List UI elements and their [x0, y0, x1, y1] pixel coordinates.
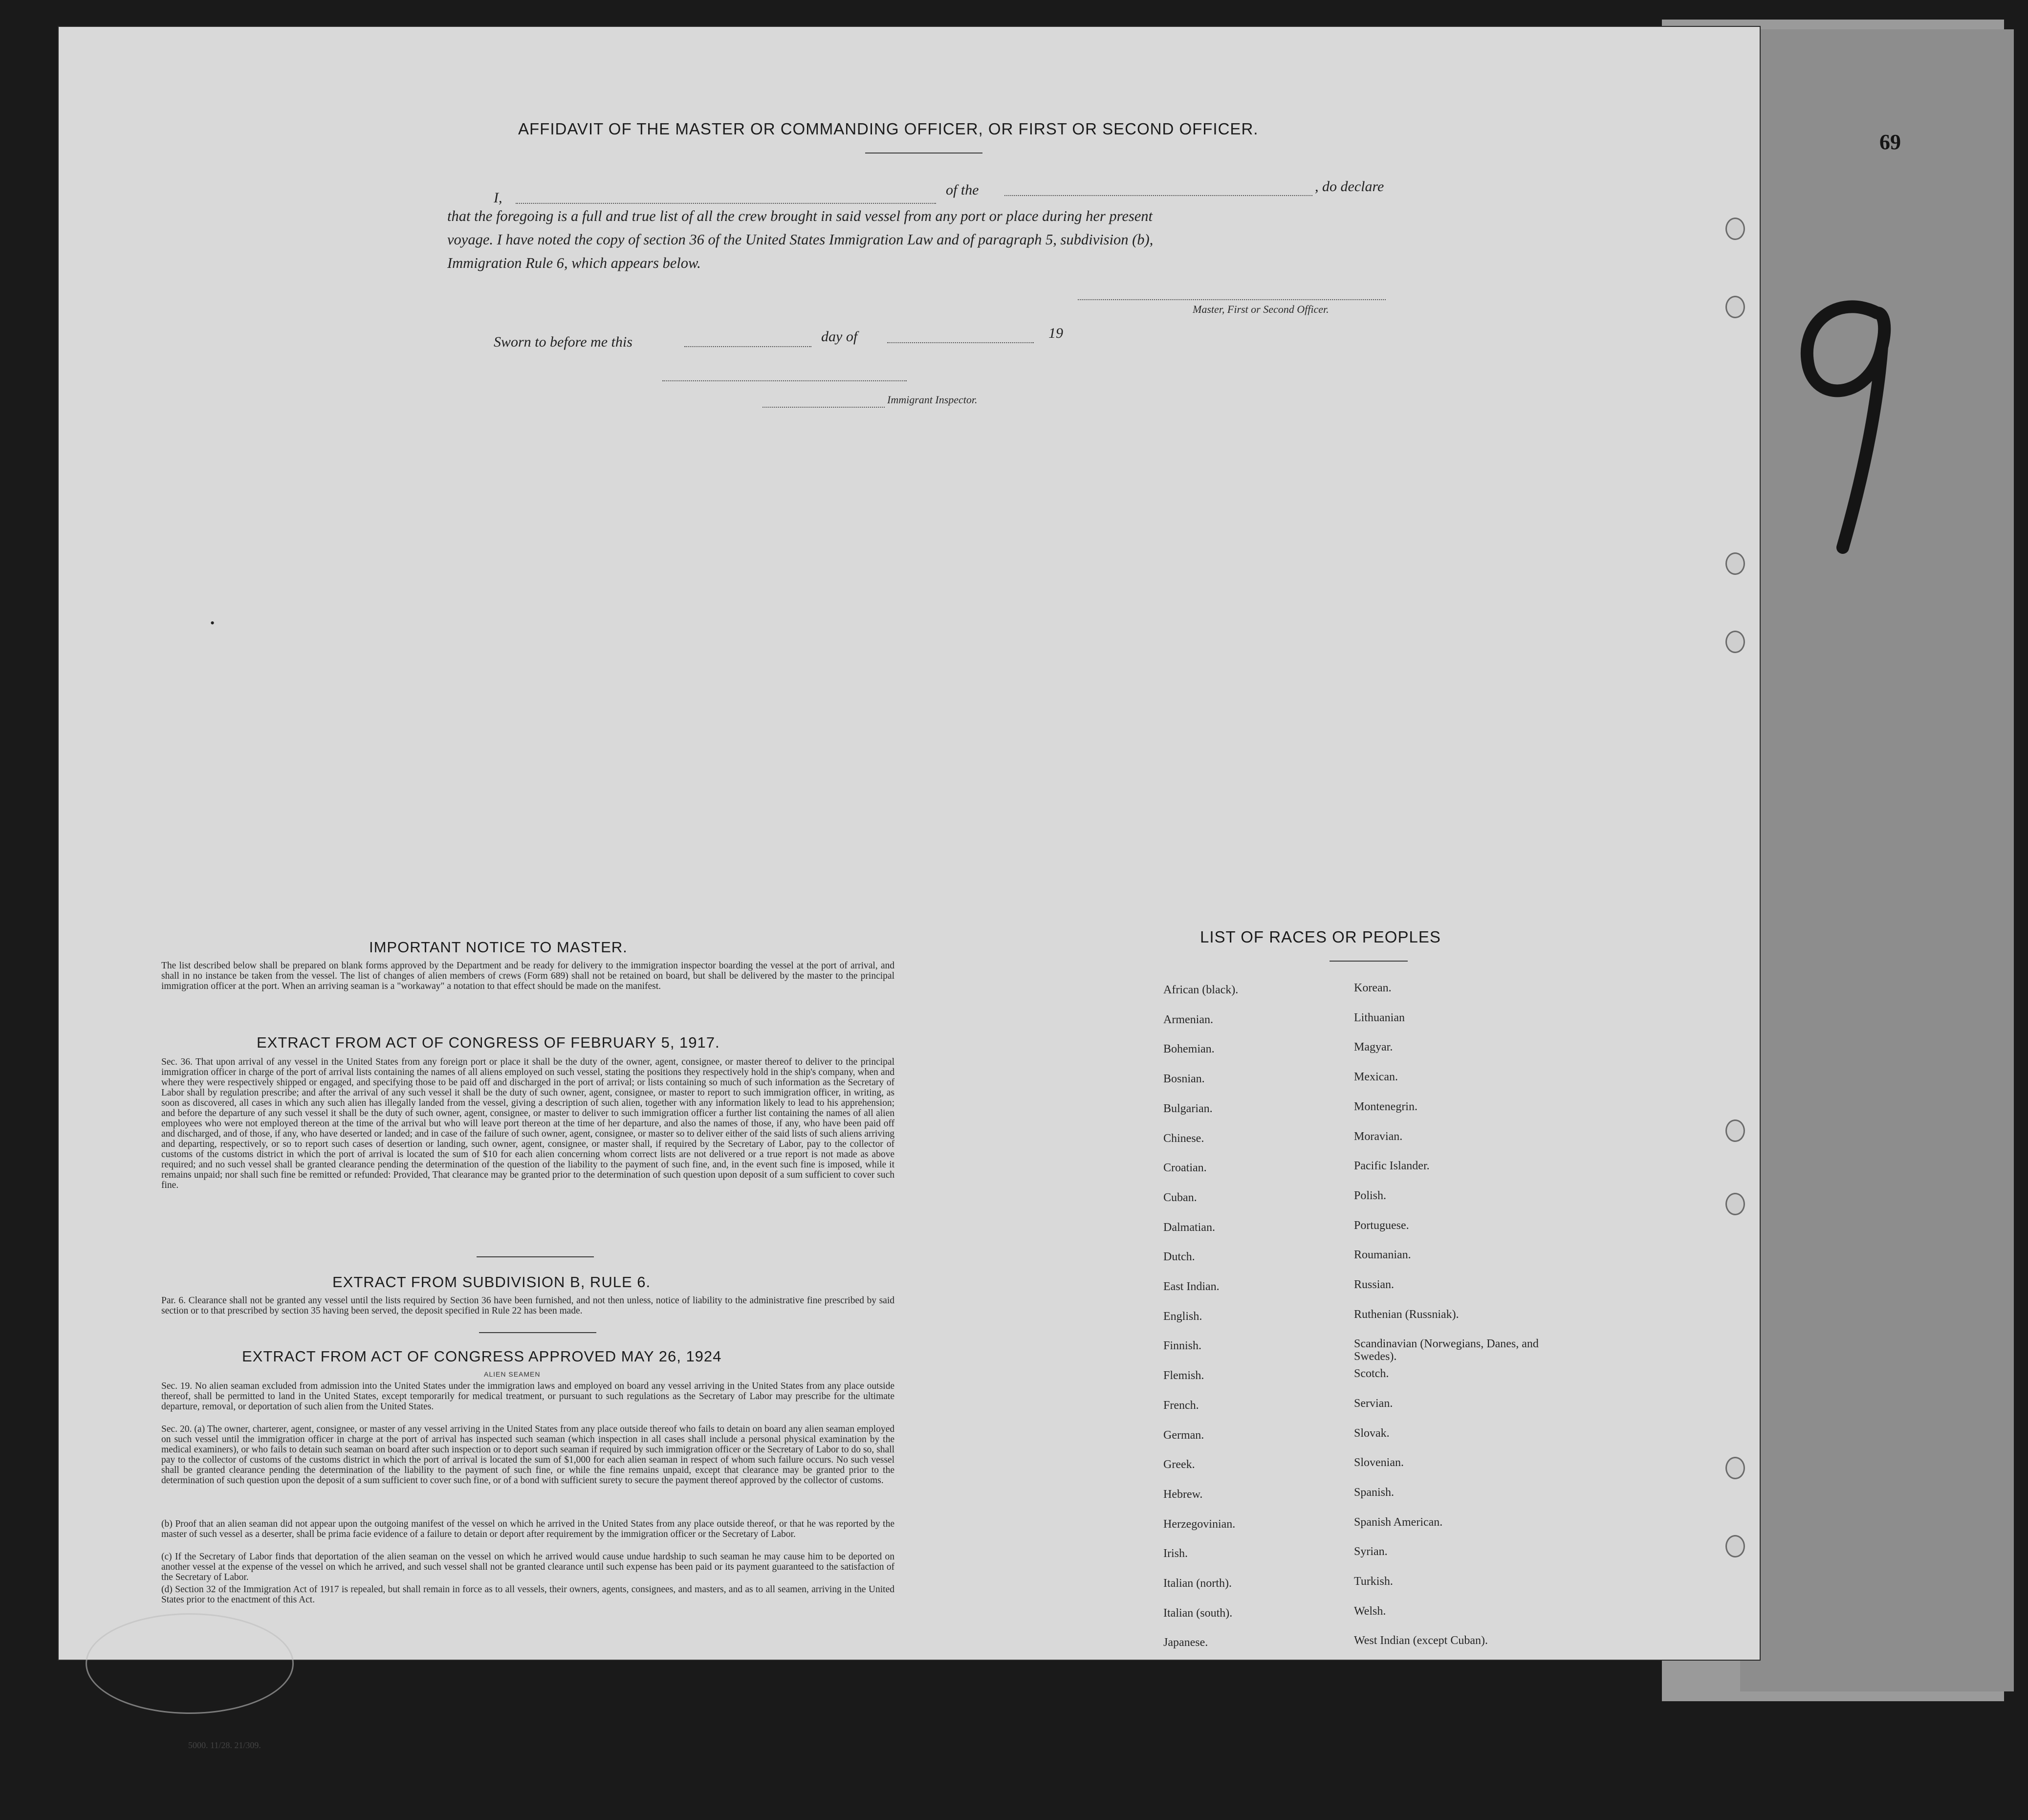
right-race-item: Mexican. — [1354, 1071, 1398, 1084]
left-race-item: Greek. — [1163, 1458, 1195, 1471]
inspector-label: Immigrant Inspector. — [887, 394, 978, 406]
master-signature-label: Master, First or Second Officer. — [1193, 303, 1329, 315]
left-race-item: Dalmatian. — [1163, 1221, 1215, 1234]
left-race-item: German. — [1163, 1428, 1204, 1442]
left-race-item: Bosnian. — [1163, 1073, 1205, 1086]
left-race-item: Cuban. — [1163, 1191, 1197, 1204]
races-title-rule — [1330, 961, 1408, 962]
act-1917-text: Sec. 36. That upon arrival of any vessel in the United States from any foreign port or place it shall be the duty of the owner, agent, consignee, or master thereof to deliver to the principal immigration officer in charge of the port of arrival lists containing the names of all aliens employed on such vessel, stating the positions they respectively hold in the ship's company, when and where they were respectively shipped or engaged, and specifying those to be paid off and discharged in the port of arrival; or lists containing so much of such information as the Secretary of Labor shall by regulation prescribe; and after the arrival of any such vessel it shall be the duty of such owner, agent, consignee, or master to report to such immigration officer, in writing, as soon as discovered, all cases in which any such alien has illegally landed from the vessel, giving a description of such alien, together with any information likely to lead to his apprehension; and before the departure of any such vessel it shall be the duty of such owner, agent, consignee, or master to deliver to such immigration officer a further list containing the names of all alien employees who were not employed thereon at the time of the arrival but who will leave port thereon at the time of her departure, and also the names of those, if any, who have been paid off and discharged, and of those, if any, who have deserted or landed; and in case of the failure of such owner, agent, consignee, or master so to deliver either of the said lists of such aliens arriving and departing, respectively, or so to report such cases of desertion or landing, such owner, agent, consignee, or master shall, if required by the Secretary of Labor, pay to the collector of customs of the customs district in which the port of arrival is located the sum of $10 for each alien concerning whom correct lists are not delivered or a true report is not made as above required; and no such vessel shall be granted clearance pending the determination of the question of the liability to the payment of such fine, and, in the event such fine is imposed, while it remains unpaid; nor shall such fine be remitted or refunded: Provided, That clearance may be granted prior to the determination of such question upon deposit of a sum sufficient to cover such fine. — [161, 1057, 894, 1190]
right-race-item: Spanish American. — [1354, 1515, 1443, 1529]
right-race-item: Moravian. — [1354, 1130, 1403, 1143]
binder-hole-icon — [1725, 1193, 1745, 1215]
races-title: LIST OF RACES OR PEOPLES — [1200, 928, 1441, 946]
page-number: 69 — [1879, 130, 1901, 154]
act-1924-sec19: Sec. 19. No alien seaman excluded from admission into the United States under the immigration laws and employed on board any vessel arriving in the United States from any place outside thereof, shall be permitted to land in the United States, except temporarily for medical treatment, or pursuant to such regulations as the Secretary of Labor may prescribe for the ultimate departure, removal, or deportation of such alien from the United States. — [161, 1381, 894, 1412]
manifest-page — [59, 27, 1760, 1660]
notice-text: The list described below shall be prepared on blank forms approved by the Department and be ready for delivery to the immigration inspector boarding the vessel at the port of arrival, and shall in no instance be taken from the vessel. The list of changes of alien members of crews (Form 689) shall not be retained on board, but shall be delivered by the master to the principal immigration officer at the port. When an arriving seaman is a "workaway" a notation to that effect should be made on the manifest. — [161, 961, 894, 991]
rule-6-text: Par. 6. Clearance shall not be granted any vessel until the lists required by Section 36 have been furnished, and not then unless, notice of liability to the administrative fine prescribed by said section or to that prescribed by section 35 having been served, the deposit specified in Rule 22 has been made. — [161, 1295, 894, 1316]
right-race-item: Ruthenian (Russniak). — [1354, 1308, 1459, 1321]
left-race-item: Bulgarian. — [1163, 1102, 1213, 1115]
left-race-item: Herzegovinian. — [1163, 1517, 1236, 1531]
left-race-item: Armenian. — [1163, 1013, 1213, 1026]
left-race-item: Finnish. — [1163, 1339, 1202, 1353]
sworn-label: Sworn to before me this — [494, 334, 632, 350]
right-race-item: Servian. — [1354, 1397, 1393, 1410]
binder-hole-icon — [1725, 631, 1745, 653]
right-race-item: Scandinavian (Norwegians, Danes, and Swedes). — [1354, 1338, 1539, 1363]
left-race-item: African (black). — [1163, 984, 1239, 996]
binder-hole-icon — [1725, 1457, 1745, 1479]
binder-hole-icon — [1725, 1119, 1745, 1142]
left-race-item: Chinese. — [1163, 1132, 1204, 1145]
section-divider — [479, 1332, 596, 1333]
right-race-item: Roumanian. — [1354, 1249, 1411, 1262]
right-race-item: Magyar. — [1354, 1041, 1393, 1054]
left-race-item: Italian (south). — [1163, 1606, 1233, 1620]
act-1924-sec20d: (d) Section 32 of the Immigration Act of 1917 is repealed, but shall remain in force as to all vessels, their owners, agents, consignees, and masters, and as to all seamen, arriving in the United States prior to the enactment of this Act. — [161, 1584, 894, 1605]
affidavit-line-3: voyage. I have noted the copy of section 36 of the United States Immigration Law and of paragraph 5, subdivision (b), — [447, 231, 1154, 248]
underlying-sheet-edge — [1740, 29, 2014, 1691]
right-race-item: Polish. — [1354, 1189, 1387, 1202]
binder-hole-icon — [1725, 218, 1745, 240]
rule-6-title: EXTRACT FROM SUBDIVISION B, RULE 6. — [332, 1273, 651, 1291]
right-race-item: Slovenian. — [1354, 1456, 1404, 1469]
right-race-item: Korean. — [1354, 982, 1392, 994]
left-race-item: Irish. — [1163, 1547, 1188, 1560]
binder-hole-icon — [1725, 552, 1745, 575]
affidavit-of-the: of the — [946, 182, 979, 198]
right-race-item: West Indian (except Cuban). — [1354, 1634, 1488, 1647]
act-1924-sec20c: (c) If the Secretary of Labor finds that deportation of the alien seaman on the vessel on which he arrived would cause undue hardship to such seaman he may cause him to be deported on another vessel at the expense of the vessel on which he arrived, and such vessel shall not be granted clearance until such expense has been paid or its payment guaranteed to the satisfaction of the Secretary of Labor. — [161, 1552, 894, 1582]
bleed-through-mark: • — [210, 616, 215, 630]
right-race-item: Lithuanian — [1354, 1011, 1405, 1024]
affidavit-title: AFFIDAVIT OF THE MASTER OR COMMANDING OFFICER, OR FIRST OR SECOND OFFICER. — [518, 120, 1259, 138]
left-race-item: Japanese. — [1163, 1636, 1208, 1649]
act-1924-subtitle: ALIEN SEAMEN — [484, 1370, 541, 1378]
act-1924-sec20a: Sec. 20. (a) The owner, charterer, agent, consignee, or master of any vessel arriving in the United States from any place outside thereof who fails to detain on board any alien seaman employed on such vessel until the immigration officer in charge at the port of arrival has inspected such seaman (which inspection in all cases shall include a personal physical examination by the medical examiners), or who fails to detain such seaman on board after such inspection or to deport such seaman if required by such immigration officer or the Secretary of Labor to do so, shall pay to the collector of customs of the customs district in which the port of arrival is located the sum of $1,000 for each alien seaman in respect of whom such failure occurs. No such vessel shall be granted clearance pending the determination of the liability to the payment of such fine, or while the fine remains unpaid, except that clearance may be granted prior to the determination of such question upon the deposit of a sum sufficient to cover such fine, or of a bond with sufficient surety to secure the payment thereof approved by the collector of customs. — [161, 1424, 894, 1486]
left-race-item: French. — [1163, 1399, 1199, 1412]
left-race-item: Croatian. — [1163, 1162, 1207, 1175]
left-race-item: Flemish. — [1163, 1369, 1204, 1382]
right-race-item: Pacific Islander. — [1354, 1160, 1430, 1173]
year-prefix: 19 — [1048, 325, 1063, 341]
right-race-item: Syrian. — [1354, 1545, 1388, 1558]
handwritten-numeral-icon — [1779, 284, 1916, 557]
act-1924-title: EXTRACT FROM ACT OF CONGRESS APPROVED MAY 26, 1924 — [242, 1348, 722, 1365]
right-race-item: Turkish. — [1354, 1575, 1393, 1588]
right-race-item: Scotch. — [1354, 1367, 1389, 1381]
right-race-item: Montenegrin. — [1354, 1100, 1417, 1113]
inspector-name-blank[interactable] — [763, 407, 885, 408]
affidavit-line-2: that the foregoing is a full and true list of all the crew brought in said vessel from any port or place during her present — [447, 208, 1153, 224]
master-signature-blank[interactable] — [1078, 299, 1386, 300]
sworn-month-blank[interactable] — [887, 342, 1034, 343]
left-race-item: Hebrew. — [1163, 1488, 1203, 1501]
binder-hole-icon — [1725, 296, 1745, 318]
section-divider — [477, 1256, 594, 1257]
day-of-label: day of — [821, 329, 858, 345]
left-race-item: East Indian. — [1163, 1280, 1220, 1293]
form-number: 5000. 11/28. 21/309. — [188, 1740, 261, 1750]
binder-hole-icon — [1725, 1535, 1745, 1557]
affidavit-do-declare: , do declare — [1315, 178, 1384, 195]
faded-stamp-icon — [86, 1613, 294, 1714]
affiant-name-blank[interactable] — [516, 203, 936, 204]
left-race-item: Dutch. — [1163, 1250, 1195, 1264]
vessel-name-blank[interactable] — [1004, 195, 1312, 196]
left-race-item: Bohemian. — [1163, 1043, 1215, 1056]
affidavit-line-4: Immigration Rule 6, which appears below. — [447, 255, 701, 271]
left-race-item: English. — [1163, 1310, 1202, 1323]
act-1917-title: EXTRACT FROM ACT OF CONGRESS OF FEBRUARY 5, 1917. — [257, 1034, 720, 1051]
left-race-item: Italian (north). — [1163, 1577, 1232, 1590]
sworn-day-blank[interactable] — [684, 346, 811, 347]
right-race-item: Spanish. — [1354, 1486, 1395, 1499]
right-race-item: Slovak. — [1354, 1426, 1390, 1440]
notice-title: IMPORTANT NOTICE TO MASTER. — [369, 939, 628, 956]
right-race-item: Russian. — [1354, 1278, 1395, 1291]
affidavit-i-label: I, — [494, 190, 502, 206]
right-race-item: Welsh. — [1354, 1604, 1386, 1618]
inspector-signature-blank[interactable] — [662, 380, 907, 381]
act-1924-sec20b: (b) Proof that an alien seaman did not appear upon the outgoing manifest of the vessel on which he arrived in the United States from any place outside thereof, or that he was reported by the master of such vessel as a deserter, shall be prima facie evidence of a failure to detain or deport after requirement by the immigration officer or the Secretary of Labor. — [161, 1519, 894, 1539]
right-race-item: Portuguese. — [1354, 1219, 1409, 1232]
